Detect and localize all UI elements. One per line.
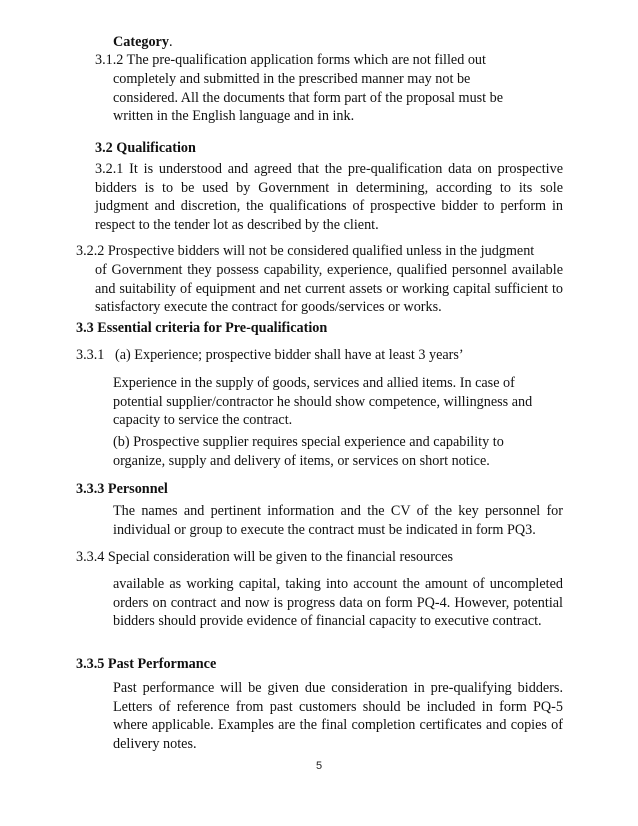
section-3-3-5-paragraph: Past performance will be given due consideration in pre-qualifying bidders. Letters of reference from past customers should be included in form PQ-5 where applicable. Examples are the final completion certificates and copies of delivery notes. [113,680,563,752]
section-3-2-2-continuation: of Government they possess capability, experience, qualified personnel available and suitability of equipment and net current assets or working capital sufficient to satisfactory execute the contract for goods/services or works. [95,262,563,315]
section-3-3-5-heading: 3.3.5 Past Performance [76,656,217,672]
section-3-3-4-line: 3.3.4 Special consideration will be given to the financial resources [76,549,454,565]
section-3-3-1-b-paragraph: (b) Prospective supplier requires special experience and capability to organize, supply and delivery of items, or services on short notice. [113,434,504,469]
section-3-2-1-paragraph: 3.2.1 It is understood and agreed that the pre-qualification data on prospective bidders is to be used by Government in determining, according to its sole judgment and discretion, the qualifications of prospective bidder to perform in respect to the tender lot as described by the client. [95,161,563,233]
section-3-2-2-first-line: 3.2.2 Prospective bidders will not be considered qualified unless in the judgment [76,243,535,259]
page-number: 5 [315,760,323,772]
section-3-3-heading: 3.3 Essential criteria for Pre-qualification [76,320,328,336]
category-period: . [168,34,173,50]
section-3-3-3-heading: 3.3.3 Personnel [76,481,168,497]
section-3-3-1-line: 3.3.1 (a) Experience; prospective bidder shall have at least 3 years’ [76,347,464,363]
section-3-3-1-experience-paragraph: Experience in the supply of goods, services and allied items. In case of potential supplier/contractor he should show competence, willingness and capacity to service the contract. [113,375,533,428]
section-3-3-4-paragraph: available as working capital, taking into account the amount of uncompleted orders on contract and now is progress data on form PQ-4. However, potential bidders should provide evidence of financial capacity to executive contract. [113,576,563,629]
category-heading: Category [113,34,169,50]
section-3-1-2-first-line: 3.1.2 The pre-qualification application forms which are not filled out [95,52,486,68]
section-3-2-heading: 3.2 Qualification [95,140,196,156]
section-3-3-3-paragraph: The names and pertinent information and the CV of the key personnel for individual or group to execute the contract must be indicated in form PQ3. [113,503,563,538]
category-heading-line [113,33,533,52]
section-3-1-2-continuation: completely and submitted in the prescribed manner may not be considered. All the documents that form part of the proposal must be written in the English language and in ink. [113,71,504,124]
